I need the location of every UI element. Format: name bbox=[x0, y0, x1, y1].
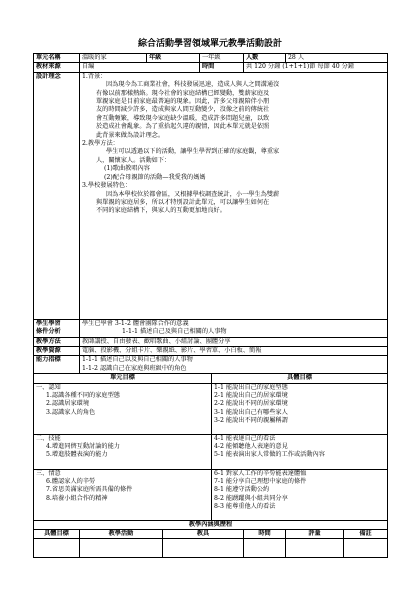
goal-group-cognitive bbox=[34, 383, 388, 434]
goal-group-title: 二、技能 bbox=[36, 434, 61, 442]
time-value: 共 120 分鐘 (1+1+1)節 每節 40 分鐘 bbox=[244, 63, 388, 72]
process-cell bbox=[163, 539, 244, 558]
process-col-goal: 具體目標 bbox=[34, 530, 80, 539]
bg-line-2: 有像以前那樣熱絡。現今社會的家庭結構已經變動，雙薪家庭及 bbox=[96, 89, 270, 97]
goal-item: 8.培養小組合作的精神 bbox=[46, 494, 108, 502]
process-title-row bbox=[34, 520, 388, 529]
process-col-aids: 教具 bbox=[163, 530, 244, 539]
specific-goal: 4-2 能傾聽他人表達的意見 bbox=[214, 443, 288, 451]
goal-group-cognitive-left bbox=[34, 383, 212, 434]
unit-value: 溫暖的家 bbox=[80, 54, 147, 63]
specific-goal: 1-1 能說出自己的家庭型態 bbox=[214, 383, 288, 391]
bg-line-4: 友的時間減少許多，造成與家人間互動變少，沒像之前的傳統社 bbox=[96, 106, 270, 114]
specific-goal: 4-1 能表達自己的看法 bbox=[214, 434, 276, 442]
process-col-notes: 備註 bbox=[344, 530, 388, 539]
specific-goal: 8-3 能尊重他人的看法 bbox=[214, 503, 276, 511]
source-row bbox=[34, 63, 388, 72]
resources-value: 電腦、投影機、分組卡片、樂親紙、影片、學習單、小白板、簡報 bbox=[80, 347, 388, 356]
process-cell bbox=[244, 539, 286, 558]
specific-goal: 3-1 能說出自己有哪些家人 bbox=[214, 408, 288, 416]
bg-line-6: 於造成社會亂象。為了重拾起久違的親情，因此本單元就是依照 bbox=[96, 123, 270, 131]
process-col-assessment: 評量 bbox=[286, 530, 344, 539]
bg-line-7: 此背景來做為設計理念。 bbox=[96, 131, 165, 139]
people-value: 28 人 bbox=[286, 54, 388, 63]
goal-group-title: 三、情意 bbox=[36, 469, 61, 477]
lesson-plan-table bbox=[33, 53, 388, 558]
conditions-value bbox=[80, 319, 388, 337]
grade-label: 年級 bbox=[147, 54, 200, 63]
ability-value bbox=[80, 356, 388, 374]
document-title: 綜合活動學習領域單元教學活動設計 bbox=[137, 39, 282, 49]
goal-item: 4.增進同儕互動討論的能力 bbox=[46, 443, 120, 451]
school-line-1: 因為本學校位於都會區，又根據學校調查統計，小一學生為雙薪 bbox=[106, 190, 280, 198]
process-body-row bbox=[34, 539, 388, 558]
goal-item: 5.增進肢體表演的能力 bbox=[46, 451, 108, 459]
goal-item: 2.認識居家環境 bbox=[46, 400, 90, 408]
specific-goal: 3-2 能說出不同的親屬稱謂 bbox=[214, 417, 288, 425]
ability-row bbox=[34, 356, 388, 374]
teaching-method-heading: 2.教學方法： bbox=[82, 140, 119, 148]
resources-label: 教學資源 bbox=[34, 347, 80, 356]
goal-group-skills bbox=[34, 434, 388, 469]
process-cell bbox=[34, 539, 80, 558]
specific-goal: 2-2 能說出不同的居家環境 bbox=[214, 400, 288, 408]
ability-line-1: 1-1-1 描述自己以及與自己相關的人事物 bbox=[82, 356, 193, 364]
bg-line-5: 會互動頻繁，導致現今家庭缺少溫暖，造成許多問題兒童，以致 bbox=[96, 114, 270, 122]
methods-row bbox=[34, 337, 388, 346]
goal-item: 7.省思美滿家庭所需具備的條件 bbox=[46, 486, 133, 494]
goal-group-title: 一、認知 bbox=[36, 383, 61, 391]
unit-row bbox=[34, 54, 388, 63]
school-feature-heading: 3.學校發展特色： bbox=[82, 182, 132, 190]
bg-line-1: 因為現今為工商業社會，科技發展迅速，造成人與人之間溝通沒 bbox=[106, 81, 280, 89]
specific-goal: 6-1 對家人工作的辛勞能表達體恤 bbox=[214, 469, 307, 477]
time-label: 時間 bbox=[200, 63, 244, 72]
goal-item: 3.認識家人的角色 bbox=[46, 408, 96, 416]
goal-group-affective-right bbox=[212, 469, 388, 520]
process-cell bbox=[286, 539, 344, 558]
source-value: 自編 bbox=[80, 63, 200, 72]
conditions-label bbox=[34, 319, 80, 337]
goal-item: 6.體認家人的辛勞 bbox=[46, 478, 96, 486]
methods-value: 教師講授、自由發表、歡唱歌曲、小組討論、團體分享 bbox=[80, 337, 388, 346]
school-line-3: 不同的家庭結構下，與家人的互動更加地良好。 bbox=[96, 207, 226, 215]
process-cell bbox=[80, 539, 163, 558]
process-title: 教學內涵與歷程 bbox=[34, 520, 388, 529]
teach-line-2: 人，關懷家人。活動如下： bbox=[96, 156, 171, 164]
specific-goal: 8-1 能遵守活動公約 bbox=[214, 486, 270, 494]
design-row bbox=[34, 72, 388, 319]
process-col-activity: 教學活動 bbox=[80, 530, 163, 539]
specific-goal: 7-1 能分享自己理想中家庭的條件 bbox=[214, 478, 307, 486]
resources-row bbox=[34, 347, 388, 356]
specific-goal: 5-1 能表演出家人常做的工作或活動內容 bbox=[214, 451, 325, 459]
goal-group-cognitive-right bbox=[212, 383, 388, 434]
conditions-row bbox=[34, 319, 388, 337]
teach-line-1: 學生可以透過以下的活動，讓學生學習到正確的家庭觀，尊重家 bbox=[106, 148, 280, 156]
ability-label: 能力指標 bbox=[34, 356, 80, 374]
conditions-line-2: 1-1-1 描述自己及與自己相關的人事物 bbox=[122, 328, 227, 336]
process-cell bbox=[344, 539, 388, 558]
goal-group-affective bbox=[34, 469, 388, 520]
specific-goal: 2-1 能說出自己的居家環境 bbox=[214, 392, 288, 400]
source-label: 教材來源 bbox=[34, 63, 80, 72]
goal-group-skills-left bbox=[34, 434, 212, 469]
conditions-label-2: 條件分析 bbox=[36, 328, 61, 336]
goal-group-affective-left bbox=[34, 469, 212, 520]
unit-goals-header: 單元目標 bbox=[34, 374, 212, 383]
conditions-label-1: 學生學習 bbox=[36, 319, 61, 327]
bg-line-3: 單親家庭是目前家庭最普遍的現象。因此，許多父母親陪伴小朋 bbox=[96, 98, 270, 106]
unit-label: 單元名稱 bbox=[34, 54, 80, 63]
goal-group-skills-right bbox=[212, 434, 388, 469]
teach-item-2: (2)配合母親節的活動—我愛我的媽媽 bbox=[104, 173, 206, 181]
design-content bbox=[80, 72, 388, 319]
conditions-line-1: 學生已學會 3-1-2 體會團隊合作的意義 bbox=[82, 319, 189, 327]
process-col-time: 時間 bbox=[244, 530, 286, 539]
specific-goal: 8-2 能踴躍與小組共同分享 bbox=[214, 494, 288, 502]
goals-header-row bbox=[34, 374, 388, 383]
school-line-2: 與單親的家庭居多，所以才特別設計此單元，可以讓學生如何在 bbox=[96, 198, 270, 206]
design-label: 設計理念 bbox=[34, 72, 80, 319]
methods-label: 教學方法 bbox=[34, 337, 80, 346]
goal-item: 1.認識各種不同的家庭型態 bbox=[46, 392, 120, 400]
background-heading: 1.背景： bbox=[82, 72, 107, 80]
grade-value: 一年級 bbox=[200, 54, 244, 63]
specific-goals-header: 具體目標 bbox=[212, 374, 388, 383]
ability-line-2: 1-1-2 認識自己在家庭與班級中的角色 bbox=[82, 364, 187, 372]
people-label: 人數 bbox=[244, 54, 286, 63]
teach-item-1: (1)歌曲教唱內容 bbox=[104, 165, 150, 173]
process-columns-row bbox=[34, 530, 388, 539]
